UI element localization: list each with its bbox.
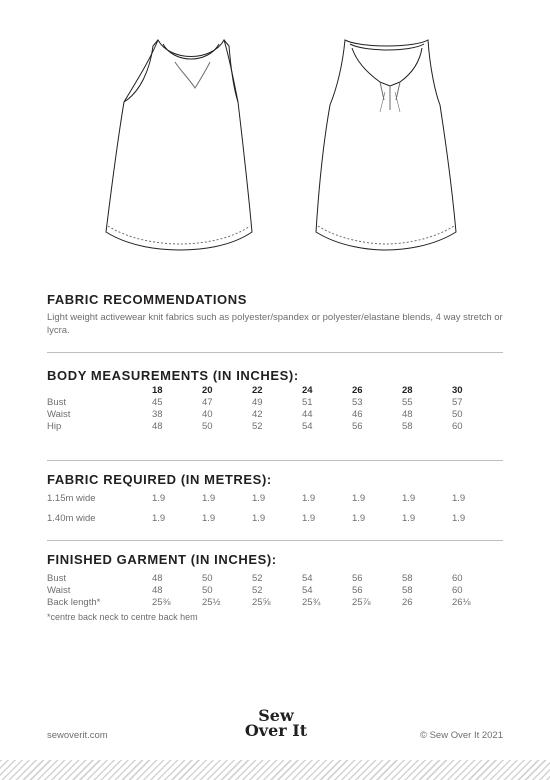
- fabric-recommendations-text: Light weight activewear knit fabrics such as polyester/spandex or polyester/elastane blends, 4 way stretch or lycra.: [47, 312, 503, 336]
- table-cell: 60: [452, 573, 463, 584]
- table-row: [47, 489, 502, 509]
- table-cell: 1.9: [452, 493, 466, 504]
- table-cell: 40: [202, 409, 213, 420]
- row-label: Bust: [47, 573, 67, 584]
- table-cell: 1.9: [252, 493, 266, 504]
- table-cell: 48: [152, 573, 163, 584]
- row-label: Hip: [47, 421, 62, 432]
- table-cell: 57: [452, 397, 463, 408]
- table-cell: 26⅛: [452, 597, 471, 608]
- table-row: [47, 573, 502, 585]
- table-cell: 1.9: [202, 513, 216, 524]
- table-cell: 26: [402, 597, 413, 608]
- row-label: Bust: [47, 397, 67, 408]
- table-cell: 1.9: [352, 493, 366, 504]
- table-cell: 51: [302, 397, 313, 408]
- copyright: © Sew Over It 2021: [419, 730, 503, 741]
- body-measurements-table: [47, 385, 502, 433]
- divider: [47, 352, 503, 353]
- table-cell: 1.9: [152, 513, 166, 524]
- table-cell: 42: [252, 409, 263, 420]
- fabric-recommendations-section: [47, 292, 507, 337]
- finished-garment-section: [47, 552, 507, 622]
- table-cell: 50: [202, 585, 213, 596]
- table-cell: 53: [352, 397, 363, 408]
- logo-line-2: Over It: [244, 721, 308, 740]
- body-measurements-section: [47, 368, 507, 433]
- table-cell: 48: [152, 421, 163, 432]
- table-cell: 50: [202, 421, 213, 432]
- table-row: [47, 597, 502, 609]
- size-18: 18: [152, 385, 163, 396]
- table-cell: 55: [402, 397, 413, 408]
- footnote: *centre back neck to centre back hem: [47, 612, 198, 622]
- brand-logo: [236, 708, 316, 738]
- table-cell: 50: [202, 573, 213, 584]
- table-cell: 1.9: [302, 513, 316, 524]
- row-label: 1.40m wide: [47, 513, 96, 524]
- table-row: [47, 509, 502, 529]
- table-cell: 46: [352, 409, 363, 420]
- table-cell: 54: [302, 421, 313, 432]
- front-view-sketch: [106, 40, 252, 250]
- table-cell: 1.9: [452, 513, 466, 524]
- table-row: [47, 421, 502, 433]
- table-cell: 1.9: [202, 493, 216, 504]
- finished-garment-heading: FINISHED GARMENT (IN INCHES):: [47, 552, 277, 567]
- table-cell: 60: [452, 585, 463, 596]
- table-row: [47, 409, 502, 421]
- table-row: [47, 585, 502, 597]
- table-cell: 25⅜: [152, 597, 171, 608]
- table-cell: 1.9: [302, 493, 316, 504]
- table-cell: 58: [402, 421, 413, 432]
- logo-line-1: Sew: [258, 706, 294, 725]
- table-cell: 54: [302, 585, 313, 596]
- table-row: [47, 397, 502, 409]
- table-cell: 58: [402, 573, 413, 584]
- table-cell: 52: [252, 573, 263, 584]
- row-label: Back length*: [47, 597, 101, 608]
- table-cell: 52: [252, 421, 263, 432]
- table-cell: 25⅞: [352, 597, 371, 608]
- website-link[interactable]: sewoverit.com: [47, 730, 108, 741]
- table-cell: 54: [302, 573, 313, 584]
- fabric-required-section: [47, 472, 507, 529]
- table-cell: 52: [252, 585, 263, 596]
- row-label: Waist: [47, 585, 71, 596]
- table-cell: 50: [452, 409, 463, 420]
- table-cell: 47: [202, 397, 213, 408]
- size-22: 22: [252, 385, 263, 396]
- table-cell: 56: [352, 585, 363, 596]
- table-cell: 49: [252, 397, 263, 408]
- body-measurements-heading: BODY MEASUREMENTS (IN INCHES):: [47, 368, 299, 383]
- table-cell: 48: [152, 585, 163, 596]
- table-cell: 48: [402, 409, 413, 420]
- table-cell: 25⅝: [252, 597, 271, 608]
- divider: [47, 540, 503, 541]
- row-label: Waist: [47, 409, 71, 420]
- size-28: 28: [402, 385, 413, 396]
- table-cell: 38: [152, 409, 163, 420]
- table-cell: 44: [302, 409, 313, 420]
- size-20: 20: [202, 385, 213, 396]
- row-label: 1.15m wide: [47, 493, 96, 504]
- table-cell: 45: [152, 397, 163, 408]
- table-cell: 25½: [202, 597, 221, 608]
- table-cell: 1.9: [402, 513, 416, 524]
- table-cell: 1.9: [352, 513, 366, 524]
- size-24: 24: [302, 385, 313, 396]
- size-30: 30: [452, 385, 463, 396]
- table-cell: 1.9: [252, 513, 266, 524]
- size-26: 26: [352, 385, 363, 396]
- table-cell: 1.9: [152, 493, 166, 504]
- fabric-recommendations-heading: FABRIC RECOMMENDATIONS: [47, 292, 248, 307]
- garment-sketches: [0, 0, 550, 280]
- fabric-required-table: [47, 489, 502, 529]
- table-cell: 60: [452, 421, 463, 432]
- hatched-border: [0, 760, 550, 780]
- table-cell: 56: [352, 421, 363, 432]
- size-header-row: [47, 385, 502, 397]
- back-view-sketch: [316, 40, 456, 250]
- fabric-required-heading: FABRIC REQUIRED (IN METRES):: [47, 472, 272, 487]
- table-cell: 1.9: [402, 493, 416, 504]
- table-cell: 56: [352, 573, 363, 584]
- table-cell: 58: [402, 585, 413, 596]
- table-cell: 25¾: [302, 597, 321, 608]
- divider: [47, 460, 503, 461]
- finished-garment-table: [47, 573, 502, 609]
